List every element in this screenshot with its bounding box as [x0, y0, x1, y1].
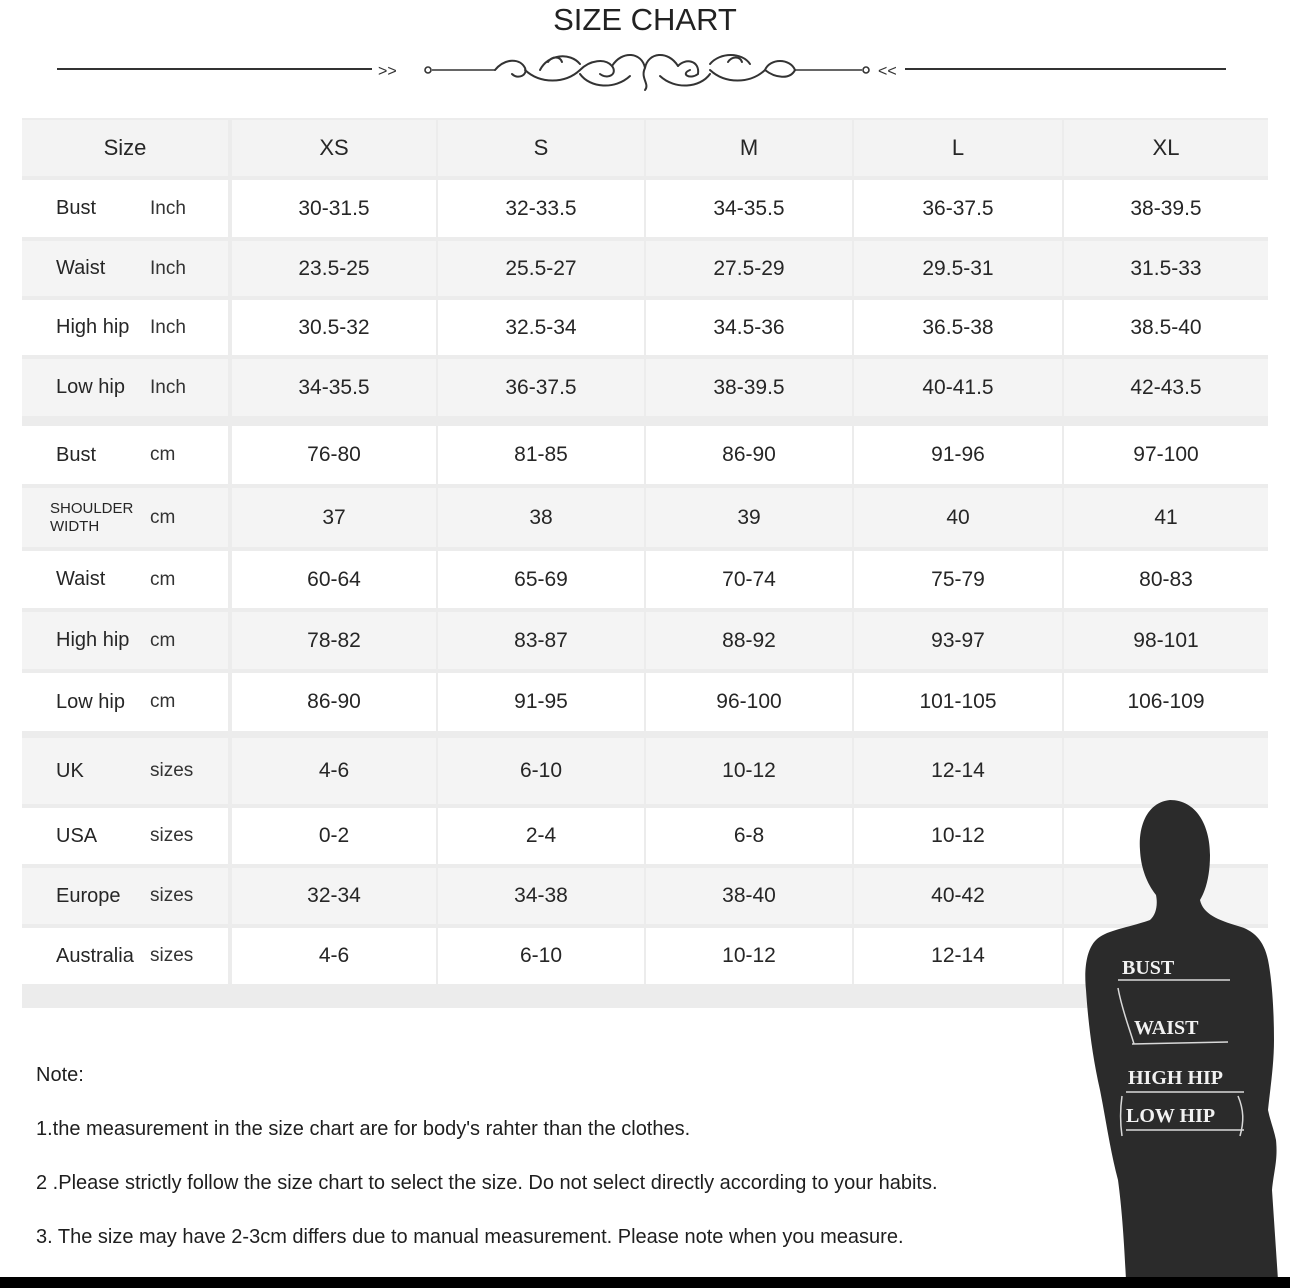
table-cell: 38-40	[646, 868, 852, 924]
header-cell-l: L	[854, 120, 1062, 176]
notes-heading: Note:	[36, 1064, 84, 1086]
body-silhouette-figure	[1078, 790, 1290, 1280]
silhouette-shape	[1085, 800, 1278, 1280]
table-cell: 38-39.5	[1064, 180, 1268, 237]
right-marker: <<	[878, 63, 897, 80]
row-label	[22, 612, 228, 669]
table-cell: 0-2	[232, 808, 436, 864]
table-cell: 96-100	[646, 673, 852, 731]
table-cell: 36-37.5	[438, 359, 644, 416]
row-name: High hip	[56, 629, 130, 651]
row-unit: sizes	[150, 760, 194, 781]
row-name: Australia	[56, 944, 134, 967]
bottom-border	[0, 1277, 1290, 1288]
table-cell: 27.5-29	[646, 241, 852, 296]
row-label	[22, 241, 228, 296]
row-name: Europe	[56, 884, 121, 907]
table-cell: 83-87	[438, 612, 644, 669]
header-cell-xl: XL	[1064, 120, 1268, 176]
row-label	[22, 426, 228, 484]
table-cell: 78-82	[232, 612, 436, 669]
table-cell: 40-42	[854, 868, 1062, 924]
row-unit: cm	[150, 568, 176, 590]
row-unit: Inch	[150, 316, 186, 338]
note-line-1: 1.the measurement in the size chart are for body's rahter than the clothes.	[36, 1118, 691, 1140]
table-cell: 97-100	[1064, 426, 1268, 484]
row-label	[22, 928, 228, 984]
table-cell: 32-34	[232, 868, 436, 924]
table-cell: 88-92	[646, 612, 852, 669]
table-cell: 106-109	[1064, 673, 1268, 731]
table-cell: 25.5-27	[438, 241, 644, 296]
table-cell: 34.5-36	[646, 300, 852, 355]
figure-label-bust: BUST	[1122, 957, 1175, 979]
table-cell: 4-6	[232, 738, 436, 804]
row-name: Low hip	[56, 376, 125, 398]
table-cell: 34-35.5	[232, 359, 436, 416]
table-cell: 70-74	[646, 551, 852, 608]
table-cell: 34-35.5	[646, 180, 852, 237]
table-cell: 75-79	[854, 551, 1062, 608]
page-title: SIZE CHART	[553, 2, 737, 37]
table-cell: 6-10	[438, 928, 644, 984]
table-cell: 101-105	[854, 673, 1062, 731]
row-label	[22, 488, 228, 547]
table-cell: 41	[1064, 488, 1268, 547]
row-unit: sizes	[150, 945, 194, 966]
row-name: Low hip	[56, 690, 125, 713]
row-name: UK	[56, 759, 84, 782]
table-cell: 30.5-32	[232, 300, 436, 355]
table-cell: 12-14	[854, 928, 1062, 984]
table-cell: 6-8	[646, 808, 852, 864]
row-name: SHOULDER WIDTH	[50, 499, 134, 535]
table-cell: 34-38	[438, 868, 644, 924]
table-cell: 2-4	[438, 808, 644, 864]
row-label	[22, 738, 228, 804]
table-cell: 36.5-38	[854, 300, 1062, 355]
table-cell: 80-83	[1064, 551, 1268, 608]
row-name: High hip	[56, 316, 130, 338]
table-cell: 60-64	[232, 551, 436, 608]
table-cell: 10-12	[646, 928, 852, 984]
table-cell: 76-80	[232, 426, 436, 484]
row-label	[22, 359, 228, 416]
table-cell: 40-41.5	[854, 359, 1062, 416]
row-name: Bust	[56, 443, 97, 466]
row-unit: cm	[150, 444, 176, 465]
note-line-2: 2 .Please strictly follow the size chart to select the size. Do not select directly according to your habits.	[36, 1172, 938, 1194]
table-cell: 4-6	[232, 928, 436, 984]
header-cell-xs: XS	[232, 120, 436, 176]
table-cell: 10-12	[646, 738, 852, 804]
row-unit: Inch	[150, 257, 186, 279]
table-cell: 86-90	[232, 673, 436, 731]
table-cell: 38-39.5	[646, 359, 852, 416]
row-name: USA	[56, 824, 98, 847]
row-unit: cm	[150, 691, 176, 712]
table-cell: 40	[854, 488, 1062, 547]
figure-label-waist: WAIST	[1134, 1017, 1199, 1039]
header-cell-m: M	[646, 120, 852, 176]
row-name: Waist	[56, 568, 106, 590]
row-unit: Inch	[150, 376, 186, 398]
table-cell: 91-96	[854, 426, 1062, 484]
table-cell: 93-97	[854, 612, 1062, 669]
row-label	[22, 300, 228, 355]
row-unit: sizes	[150, 825, 194, 846]
figure-label-low-hip: LOW HIP	[1126, 1105, 1216, 1127]
row-unit: sizes	[150, 885, 194, 906]
header-cell-s: S	[438, 120, 644, 176]
figure-label-high-hip: HIGH HIP	[1128, 1067, 1224, 1089]
table-cell: 39	[646, 488, 852, 547]
row-label	[22, 180, 228, 237]
row-label	[22, 551, 228, 608]
table-cell: 42-43.5	[1064, 359, 1268, 416]
table-cell: 81-85	[438, 426, 644, 484]
table-cell: 91-95	[438, 673, 644, 731]
row-unit: cm	[150, 506, 176, 528]
row-label	[22, 673, 228, 731]
row-label	[22, 868, 228, 924]
table-cell: 38	[438, 488, 644, 547]
table-cell: 23.5-25	[232, 241, 436, 296]
row-label	[22, 808, 228, 864]
row-unit: Inch	[150, 197, 186, 219]
row-unit: cm	[150, 629, 176, 651]
table-cell: 12-14	[854, 738, 1062, 804]
table-cell: 6-10	[438, 738, 644, 804]
table-cell: 32-33.5	[438, 180, 644, 237]
table-cell: 29.5-31	[854, 241, 1062, 296]
left-marker: >>	[378, 63, 397, 80]
ornament-divider	[0, 40, 1290, 102]
table-cell: 98-101	[1064, 612, 1268, 669]
header-cell-size: Size	[22, 120, 228, 176]
table-cell: 38.5-40	[1064, 300, 1268, 355]
table-cell: 32.5-34	[438, 300, 644, 355]
table-cell: 31.5-33	[1064, 241, 1268, 296]
row-name: Waist	[56, 257, 106, 279]
table-cell: 10-12	[854, 808, 1062, 864]
table-cell: 36-37.5	[854, 180, 1062, 237]
table-cell: 65-69	[438, 551, 644, 608]
table-cell: 86-90	[646, 426, 852, 484]
row-name: Bust	[56, 197, 97, 219]
table-cell: 30-31.5	[232, 180, 436, 237]
note-line-3: 3. The size may have 2-3cm differs due to manual measurement. Please note when you measure.	[36, 1226, 904, 1248]
table-cell: 37	[232, 488, 436, 547]
